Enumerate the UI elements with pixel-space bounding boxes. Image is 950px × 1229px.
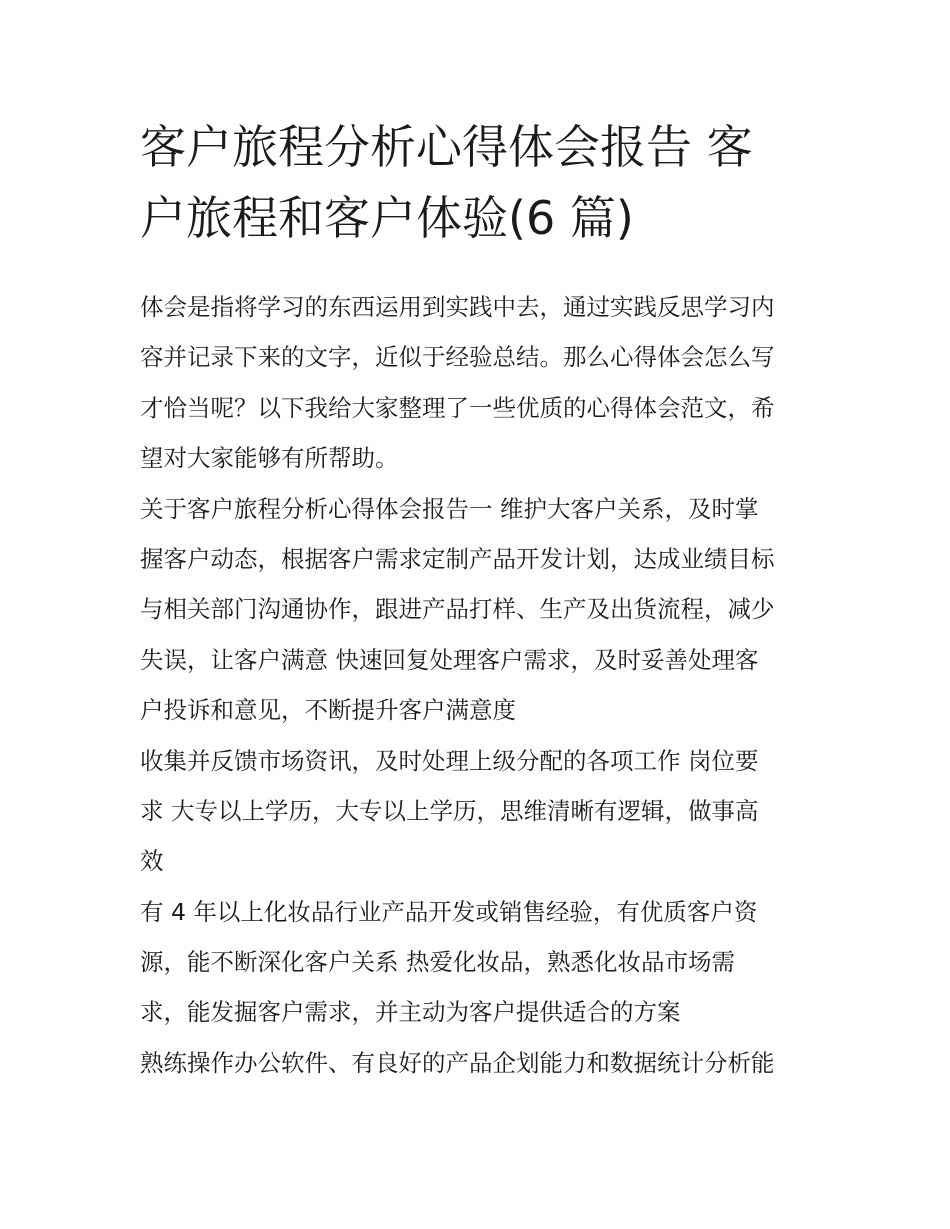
title-line: 户旅程和客户体验(6 篇) [140,191,634,245]
text-line: 容并记录下来的文字，近似于经验总结。那么心得体会怎么写 [140,343,775,372]
paragraph-experience [140,887,820,1038]
text-line: 望对大家能够有所帮助。 [140,444,399,473]
text-line: 熟练操作办公软件、有良好的产品企划能力和数据统计分析能 [140,1048,775,1077]
paragraph-intro [140,282,820,484]
text-line: 与相关部门沟通协作，跟进产品打样、生产及出货流程，减少 [140,595,775,624]
document-title [140,112,812,254]
title-line: 客户旅程分析心得体会报告 客 [140,120,753,174]
text-line: 失误，让客户满意 快速回复处理客户需求，及时妥善处理客 [140,645,759,674]
text-line: 握客户动态，根据客户需求定制产品开发计划，达成业绩目标 [140,544,775,573]
text-line: 有 4 年以上化妆品行业产品开发或销售经验，有优质客户资 [140,897,758,926]
paragraph-report-one [140,484,820,736]
paragraph-skills [140,1038,820,1088]
text-line: 源，能不断深化客户关系 热爱化妆品，熟悉化妆品市场需 [140,948,735,977]
text-line: 效 [140,847,164,876]
text-line: 求 大专以上学历，大专以上学历，思维清晰有逻辑，做事高 [140,796,759,825]
paragraph-requirements [140,736,820,887]
text-line: 体会是指将学习的东西运用到实践中去，通过实践反思学习内 [140,293,775,321]
text-line: 才恰当呢？以下我给大家整理了一些优质的心得体会范文，希 [140,393,775,422]
document-body [140,282,820,1088]
text-line: 户投诉和意见，不断提升客户满意度 [140,696,516,725]
text-line: 收集并反馈市场资讯，及时处理上级分配的各项工作 岗位要 [140,746,759,775]
text-line: 关于客户旅程分析心得体会报告一 维护大客户关系，及时掌 [140,494,759,523]
text-line: 求，能发掘客户需求，并主动为客户提供适合的方案 [140,998,681,1027]
